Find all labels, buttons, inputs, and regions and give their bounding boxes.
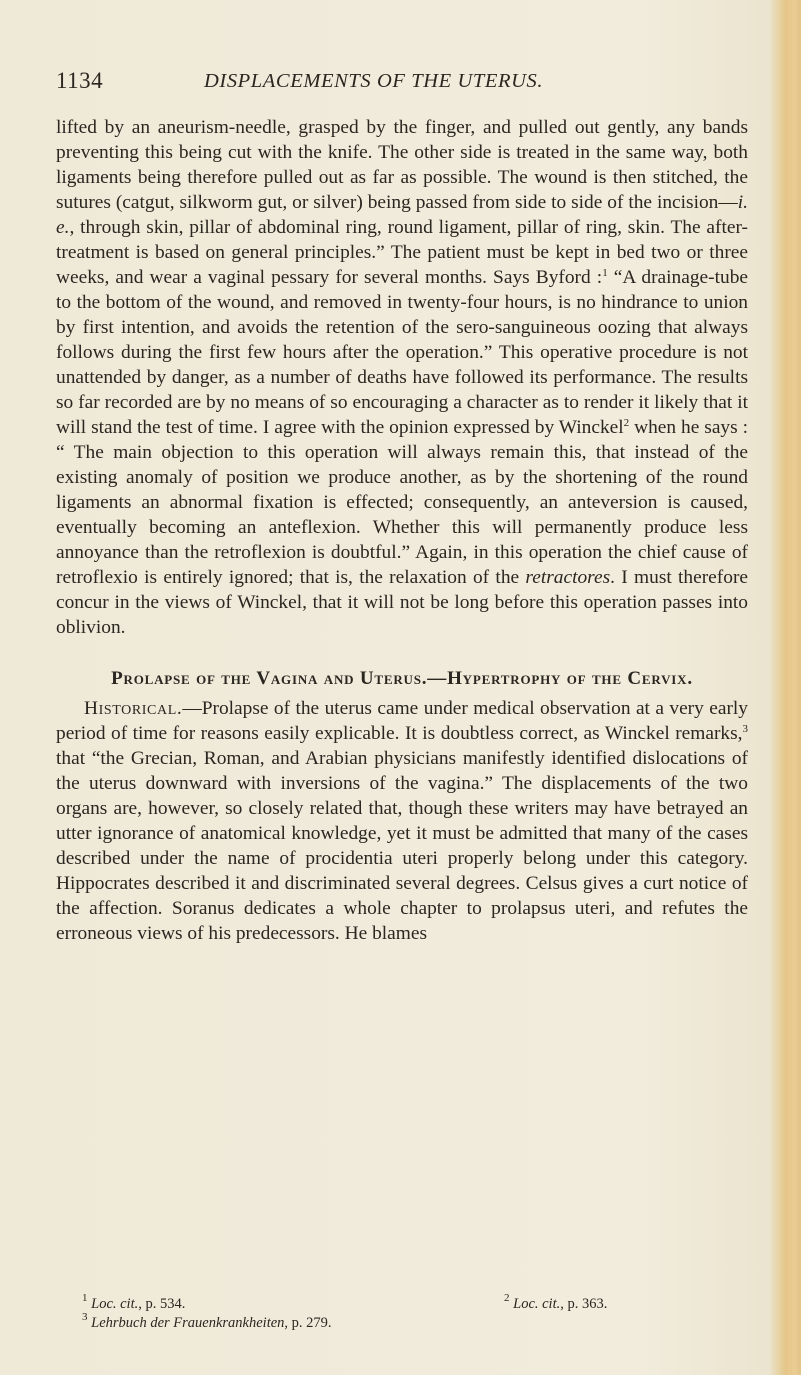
- italic-ie: i. e.: [56, 192, 748, 238]
- footnote-citation: Loc. cit.: [513, 1296, 561, 1312]
- footnote-3: [82, 1311, 332, 1333]
- text-run: “A drainage-tube to the bottom of the wound, and removed in twenty-four hours, is no hindrance to union by first intention, and avoids the retention of the sero-sanguineous oozing that always follows during the first few hours after the operation.” This operative procedure is not unattended by danger, as a number of deaths have followed its performance. The results so far recorded are by no means of so encouraging a character as to render it likely that it will stand the test of time. I agree with the opinion expressed by Winckel: [56, 267, 748, 438]
- page-header: [56, 68, 746, 102]
- body-text: [56, 115, 748, 946]
- section-heading: Prolapse of the Vagina and Uterus.—Hypertrophy of the Cervix.: [111, 668, 693, 689]
- page-edge: [785, 0, 801, 1375]
- footnote-page: , p. 363.: [560, 1296, 608, 1312]
- text-run: , through skin, pillar of abdominal ring, round ligament, pillar of ring, skin. The after-treatment is based on general principles.” The patient must be kept in bed two or three weeks, and wear a vaginal pessary for several months. Says Byford :: [56, 217, 748, 288]
- footnote-ref-2: 2: [623, 417, 630, 429]
- footnote-1: [82, 1292, 186, 1314]
- text-run: lifted by an aneurism-needle, grasped by the finger, and pulled out gently, any bands preventing this being cut with the knife. The other side is treated in the same way, both ligaments being therefore pulled out as far as possible. The wound is then stitched, the sutures (catgut, silkworm gut, or silver) being passed from side to side of the incision—: [56, 117, 748, 213]
- footnote-page: , p. 279.: [284, 1315, 332, 1331]
- footnote-marker: 1: [82, 1292, 88, 1304]
- footnote-marker: 2: [504, 1292, 510, 1304]
- footnote-row: [82, 1311, 748, 1333]
- text-run: that “the Grecian, Roman, and Arabian physicians manifestly identified dislocations of the uterus downward with inversions of the vagina.” The displacements of the two organs are, however, so closely related that, though these writers may have betrayed an utter ignorance of anatomical knowledge, yet it must be admitted that many of the cases described under the name of procidentia uteri properly belong under this category. Hippocrates described it and discriminated several degrees. Celsus gives a curt notice of the affection. Soranus dedicates a whole chapter to prolapsus uteri, and refutes the erroneous views of his predecessors. He blames: [56, 748, 748, 944]
- paragraph-continuation: [56, 115, 748, 640]
- text-run: . I must therefore concur in the views of Winckel, that it will not be long before this operation passes into oblivion.: [56, 567, 749, 638]
- footnote-page: , p. 534.: [138, 1296, 186, 1312]
- footnote-ref-3: 3: [742, 723, 748, 735]
- text-run: when he says : “ The main objection to this operation will always remain this, that instead of the existing anomaly of position we produce another, as by the shortening of the round ligaments an abnormal fixation is effected; consequently, an anteversion is caused, eventually becoming an anteflexion. Whether this will permanently produce less annoyance than the retroflexion is doubtful.” Again, in this operation the chief cause of retroflexio is entirely ignored; that is, the relaxation of the: [56, 417, 749, 588]
- paragraph-lead: Historical.: [84, 698, 183, 719]
- running-head: DISPLACEMENTS OF THE UTERUS.: [204, 70, 544, 92]
- text-run: —Prolapse of the uterus came under medical observation at a very early period of time for reasons easily explicable. It is doubtless correct, as Winckel remarks,: [56, 698, 748, 744]
- footnote-citation: Lehrbuch der Frauenkrankheiten: [91, 1315, 285, 1331]
- page-number: 1134: [56, 68, 104, 93]
- footnote-marker: 3: [82, 1311, 88, 1323]
- footnote-ref-1: 1: [602, 267, 608, 279]
- footnote-citation: Loc. cit.: [91, 1296, 139, 1312]
- footnote-2: [504, 1292, 608, 1314]
- footnote-row: [82, 1292, 748, 1314]
- footnotes: [82, 1292, 748, 1333]
- paragraph-historical: [56, 696, 748, 946]
- italic-retractores: retractores: [525, 567, 611, 588]
